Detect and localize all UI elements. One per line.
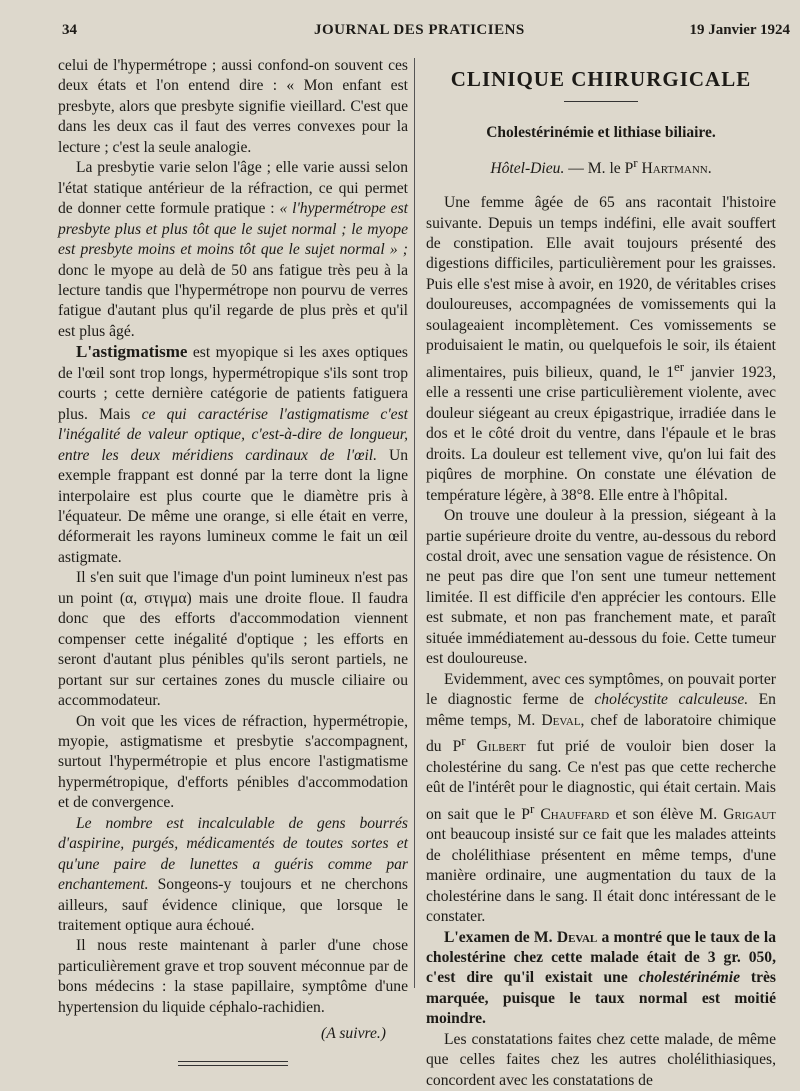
left-column <box>58 56 408 1066</box>
astigmatisme-example: Un exemple frappant est donné par la terre dont la ligne interpolaire est plus courte que le diamètre pris à l'équateur. De même une orange, si elle était en verre, déformerait les rayons lumineux comme le fait un œil astigmate. <box>58 446 408 566</box>
astigmatisme-definition: ce qui caractérise l'astigmatisme c'est l'inégalité de valeur optique, c'est-à-dire de longueur, entre les deux méridiens cardinaux de l'œil. <box>58 405 409 464</box>
right-paragraph-4: L'examen de M. Deval a montré que le taux de la cholestérine chez cette malade était de 3 gr. 050, c'est dire qu'il existait une cholestérinémie très marquée, puisque le taux normal est moitié moindre. <box>426 928 776 1028</box>
byline: Hôtel-Dieu. — M. le $P^r$ Hartmann. <box>490 155 712 178</box>
right-paragraph-1: Une femme âgée de 65 ans racontait l'histoire suivante. Depuis un temps indéfini, elle avait souffert de constipation. Elle avait toujours présenté des digestions difficiles, particulièrement pour les graisses. Puis elle s'est mise à avoir, en 1920, de véritables crises douloureuses, accompagnées de vomissements qui la soulageaient incomplètement. Ces vomissements se produisaient le matin, ou quelquefois le soir, ils étaient alimentaires, puis bilieux, quand, le 1er janvier 1923, elle a ressenti une crise particulièrement violente, avec douleur siégeant au creux épigastrique, irradiée dans le dos et le côté droit du ventre, dans l'épaule et le bras droits. La douleur est tellement vive, qu'on lui fait des piqûres de morphine. On constate une élévation de température légère, à 38°8. Elle entre à l'hôpital. <box>426 194 776 504</box>
section-title: CLINIQUE CHIRURGICALE <box>450 67 752 91</box>
left-paragraph-4: Il s'en suit que l'image d'un point lumineux n'est pas un point (α, στιγμα) mais une droite floue. Il faudra donc que des efforts d'accommodation viennent compenser cette inégalité d'optique ; les efforts en seront d'autant plus pénibles qu'ils seront partiels, ne portant sur sur certaines zones du muscle ciliaire ou accommodateur. <box>58 569 408 710</box>
to-be-continued: (A suivre.) <box>321 1025 386 1043</box>
article-title: Cholestérinémie et lithiase biliaire. <box>486 124 716 141</box>
cholesterinemie-term: cholestérinémie <box>638 969 741 987</box>
presbytie-formula: « l'hypermétrope est presbyte plus et plus tôt que le sujet normal ; le myope est presbyte moins et moins tôt que le sujet normal » ; <box>58 200 408 259</box>
journal-name: JOURNAL DES PRATICIENS <box>314 22 525 38</box>
end-rule <box>178 1061 288 1066</box>
lunettes-remark: Le nombre est incalculable de gens bourrés d'aspirine, purgés, médicamentés de toutes sortes et qu'une paire de lunettes a guéris comme par enchantement. <box>58 814 408 894</box>
page-number: 34 <box>62 22 77 38</box>
right-paragraph-3: Evidemment, avec ces symptômes, on pouvait porter le diagnostic ferme de cholécystite calculeuse. En même temps, M. Deval, chef de laboratoire chimique du $P^r$ Gilbert fut prié de vouloir bien doser la cholestérine du sang. Ce n'est pas que cette recherche eût de l'intérêt pour le diagnostic, qui était certain. Mais on sait que le $P^r$ Chauffard et son élève M. Grigaut ont beaucoup insisté sur ce fait que les malades atteints de cholélithiase présentent en même temps, d'une manière ordinaire, une augmentation du taux de la cholestérine dans le sang. Il était donc intéressant de le constater. <box>426 670 777 926</box>
left-paragraph-1: celui de l'hypermétrope ; aussi confond-on souvent ces deux états et l'on entend dire : « Mon enfant est presbyte, alors que presbyte signifie vieillard. C'est que dans les deux cas il faut des verres convexes pour la lecture ; c'est la seule analogie. <box>58 57 408 156</box>
left-paragraph-3 <box>58 342 408 568</box>
right-paragraph-5: Les constatations faites chez cette malade, de même que celles faites chez les autres cholélithiasiques, concordent avec les constatations de <box>426 1030 776 1089</box>
page-header <box>62 22 790 44</box>
left-paragraph-5: On voit que les vices de réfraction, hypermétropie, myopie, astigmatisme et presbytie s'accompagnent, surtout l'hypermétropie et plus encore l'astigmatisme hypermétropique, d'efforts pénibles d'accommodation et de convergence. <box>58 712 408 812</box>
astigmatisme-heading: L'astigmatisme <box>76 342 188 362</box>
left-paragraph-6 <box>58 814 408 937</box>
title-rule <box>564 101 638 102</box>
astigmatisme-text: est myopique si les axes optiques de l'œil sont trop longs, hypermétropique s'ils sont trop courts ; cette dernière catégorie de patients fatiguera plus. Mais <box>58 344 408 423</box>
right-paragraph-2: On trouve une douleur à la pression, siégeant à la partie supérieure droite du ventre, au-dessous du rebord costal droit, avec une sensation vague de résistence. On ne peut pas dire que l'on sent une tumeur nettement limitée. Il est difficile d'en apprécier les contours. Elle est submate, et non pas franchement mate, et paraît située immédiatement au-dessous du foie. Cette tumeur est douloureuse. <box>426 507 776 668</box>
issue-date: 19 Janvier 1924 <box>689 22 790 38</box>
column-divider <box>414 58 415 988</box>
byline-name: Hartmann. <box>641 160 712 178</box>
left-paragraph-2 <box>58 158 408 342</box>
left-paragraph-7: Il nous reste maintenant à parler d'une chose particulièrement grave et trop souvent méconnue par de bons médecins : la stase papillaire, symptôme d'une hypertension du liquide céphalo-rachidien. <box>58 937 408 1016</box>
lunettes-advice: Songeons-y toujours et ne cherchons ailleurs, sauf évidence clinique, que lorsque le traitement optique aura échoué. <box>58 876 409 935</box>
diagnosis-term: cholécystite calculeuse. <box>594 691 749 709</box>
right-column <box>426 56 776 1091</box>
presbytie-text: La presbytie varie selon l'âge ; elle varie aussi selon l'état statique antérieur de la réfraction, ce qui permet de donner cette formule pratique : <box>58 159 408 218</box>
byline-place: Hôtel-Dieu. <box>490 160 565 178</box>
presbytie-conclusion: donc le myope au delà de 50 ans fatigue très peu à la lecture tandis que l'hypermétrope non pourvu de verres fatigue d'autant plus qu'il regarde de plus près et qu'il est plus âgé. <box>58 261 408 340</box>
